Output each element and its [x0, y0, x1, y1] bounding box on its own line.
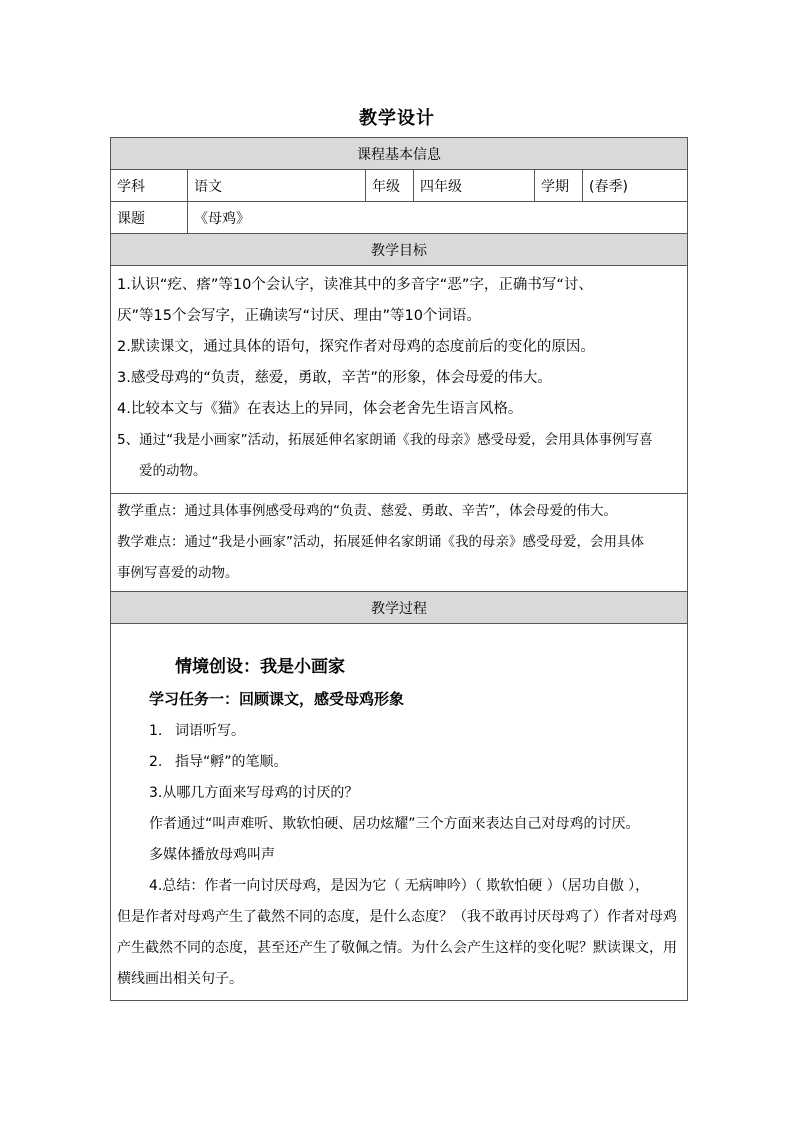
process-item-2-text: 指导“孵”的笔顺。 [175, 754, 288, 770]
subject-row [111, 170, 688, 202]
process-item-3-answer: 作者通过“叫声难听、欺软怕硬、居功炫耀”三个方面来表达自己对母鸡的讨厌。 [149, 816, 640, 832]
process-item-2-number: 2. [149, 754, 163, 770]
lesson-value: 《母鸡》 [188, 202, 688, 234]
keypoints-row [111, 494, 688, 592]
term-value: (春季) [583, 170, 688, 202]
objectives-header: 教学目标 [111, 234, 688, 266]
goal-5-line-1: 5、通过“我是小画家”活动，拓展延伸名家朗诵《我的母亲》感受母爱，会用具体事例写喜 [117, 432, 653, 448]
summary-line-3: 产生截然不同的态度，甚至还产生了敬佩之情。为什么会产生这样的变化呢？默读课文，用 [117, 940, 677, 956]
teaching-difficulty-line-1: 教学难点：通过“我是小画家”活动，拓展延伸名家朗诵《我的母亲》感受母爱，会用具体 [117, 534, 644, 550]
process-item-1 [117, 716, 681, 747]
process-item-1-text: 词语听写。 [175, 723, 245, 739]
process-row [111, 624, 688, 1001]
task-heading: 学习任务一：回顾课文，感受母鸡形象 [149, 690, 405, 708]
objectives-row [111, 266, 688, 494]
summary-line-2: 但是作者对母鸡产生了截然不同的态度，是什么态度？（我不敢再讨厌母鸡了）作者对母鸡 [117, 909, 677, 925]
document-title: 教学设计 [359, 108, 435, 129]
teaching-focus: 教学重点：通过具体事例感受母鸡的“负责、慈爱、勇敢、辛苦”，体会母爱的伟大。 [117, 503, 617, 519]
term-label: 学期 [535, 170, 583, 202]
objectives-content [111, 266, 688, 494]
goal-2: 2.默读课文，通过具体的语句，探究作者对母鸡的态度前后的变化的原因。 [117, 339, 595, 355]
goal-4: 4.比较本文与《猫》在表达上的异同，体会老舍先生语言风格。 [117, 401, 523, 417]
process-header-row [111, 592, 688, 624]
goal-1-line-2: 厌”等15个会写字，正确读写“讨厌、理由”等10个词语。 [117, 308, 481, 324]
basic-info-header: 课程基本信息 [111, 138, 688, 170]
teaching-difficulty-line-2: 事例写喜爱的动物。 [117, 565, 239, 581]
basic-info-header-row [111, 138, 688, 170]
lesson-plan-table [110, 137, 688, 1001]
process-item-1-number: 1. [149, 723, 163, 739]
grade-value: 四年级 [414, 170, 535, 202]
process-item-2 [117, 747, 681, 778]
goal-3: 3.感受母鸡的“负责，慈爱，勇敢，辛苦”的形象，体会母爱的伟大。 [117, 370, 552, 386]
goal-1-line-1: 1.认识“疙、瘩”等10个会认字，读准其中的多音字“恶”字，正确书写“讨、 [117, 277, 593, 293]
process-content [111, 624, 688, 1001]
grade-label: 年级 [366, 170, 414, 202]
subject-label: 学科 [111, 170, 188, 202]
lesson-label: 课题 [111, 202, 188, 234]
subject-value: 语文 [188, 170, 366, 202]
lesson-row [111, 202, 688, 234]
media-note: 多媒体播放母鸡叫声 [149, 847, 275, 863]
objectives-header-row [111, 234, 688, 266]
summary-paragraph [117, 871, 681, 995]
goal-5-line-2: 爱的动物。 [139, 463, 207, 479]
scene-heading: 情境创设：我是小画家 [175, 657, 345, 677]
summary-line-4: 横线画出相关句子。 [117, 971, 243, 987]
process-header: 教学过程 [111, 592, 688, 624]
process-item-3: 3.从哪几方面来写母鸡的讨厌的？ [149, 785, 359, 801]
summary-line-1: 4.总结：作者一向讨厌母鸡，是因为它（ 无病呻吟）（ 欺软怕硬 ）（居功自傲 ）， [149, 878, 650, 894]
keypoints-content [111, 494, 688, 592]
